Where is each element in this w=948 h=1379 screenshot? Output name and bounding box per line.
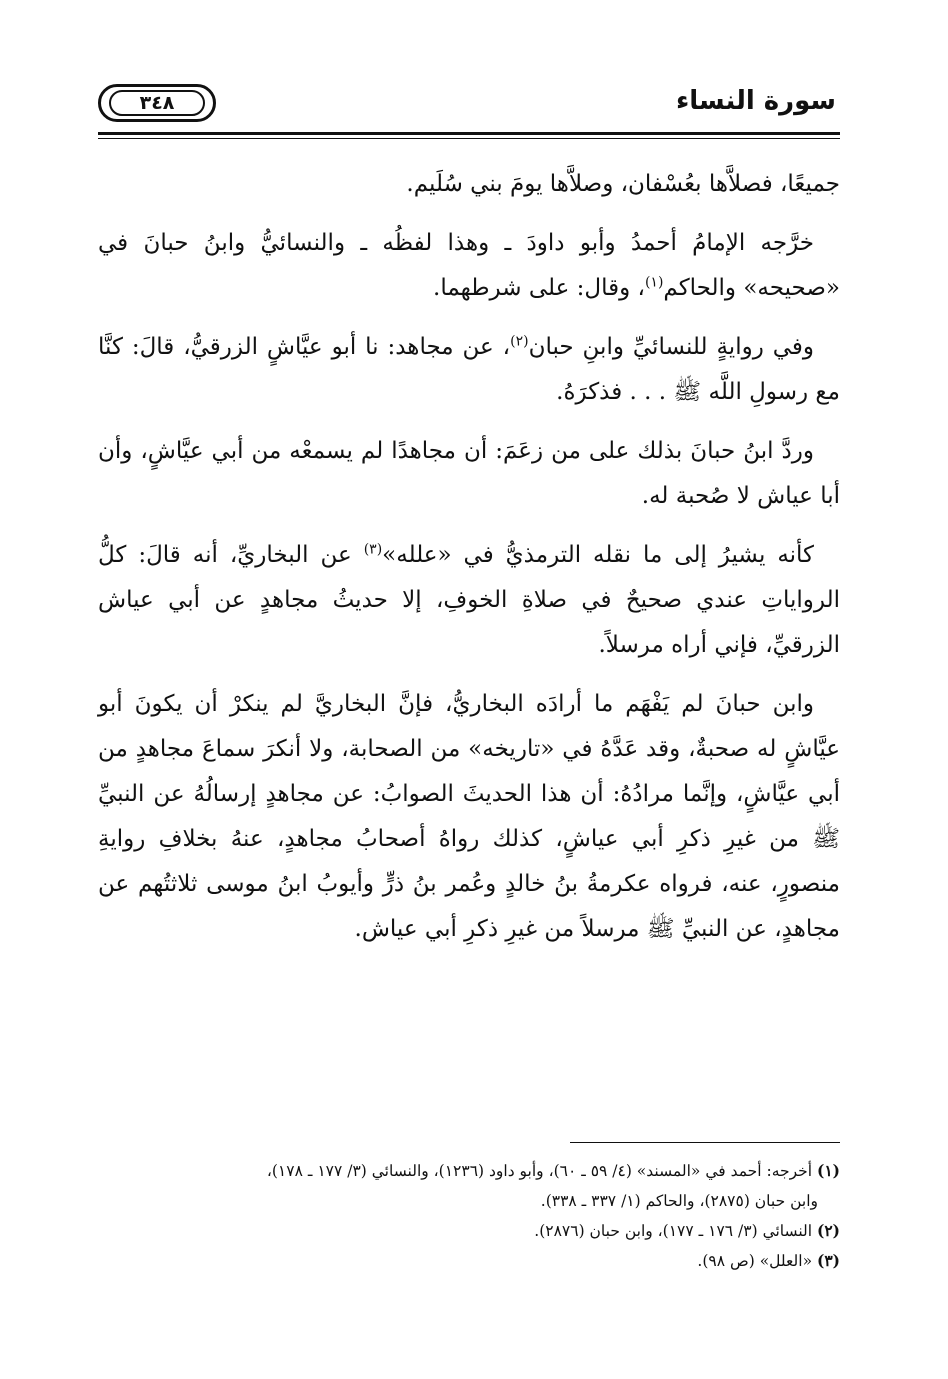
footnote-1-continuation: وابن حبان (٢٨٧٥)، والحاكم (١/ ٣٣٧ ـ ٣٣٨). <box>540 1192 818 1210</box>
paragraph-3-text-b: ، عن مجاهد: نا أبو عيَّاشٍ الزرقيُّ، قالَ: كنَّا مع رسولِ اللَّه ﷺ . . . فذكرَهُ. <box>98 334 840 405</box>
body-text <box>98 162 840 966</box>
paragraph-1: جميعًا، فصلاَّها بعُسْفان، وصلاَّها يومَ بني سُلَيم. <box>406 171 840 197</box>
footnote-separator <box>570 1142 840 1143</box>
paragraph-4: وردَّ ابنُ حبانَ بذلك على من زعَمَ: أن مجاهدًا لم يسمعْه من أبي عيَّاشٍ، وأن أبا عياش لا صُحبة له. <box>98 438 840 509</box>
paragraph-3-text-a: وفي روايةٍ للنسائيِّ وابنِ حبان <box>528 334 814 360</box>
page-number: ٣٤٨ <box>109 90 205 116</box>
footnote-2 <box>98 1216 840 1246</box>
footnote-1-number: (١) <box>816 1161 840 1180</box>
footnote-2-number: (٢) <box>816 1221 840 1240</box>
footnote-1-text: أخرجه: أحمد في «المسند» (٤/ ٥٩ ـ ٦٠)، وأبو داود (١٢٣٦)، والنسائي (٣/ ١٧٧ ـ ١٧٨)، <box>266 1162 817 1180</box>
paragraph-5 <box>98 533 840 668</box>
paragraph-6: وابن حبانَ لم يَفْهَم ما أرادَه البخاريُّ، فإنَّ البخاريَّ لم ينكرْ أن يكونَ أبو عيَّاشٍ له صحبةٌ، وقد عَدَّهُ في «تاريخه» من الصحابة، ولا أنكرَ سماعَ مجاهدٍ من أبي عيَّاشٍ، وإنَّما مرادُهُ: أن هذا الحديثَ الصوابُ: عن مجاهدٍ إرسالُهُ عن النبيِّ ﷺ من غيرِ ذكرِ أبي عياشٍ، كذلك رواهُ أصحابُ مجاهدٍ، عنهُ بخلافِ روايةِ منصورٍ، عنه، فرواه عكرمةُ بنُ خالدٍ وعُمر بنُ ذرٍّ وأيوبُ ابنُ موسى ثلاثتُهم عن مجاهدٍ، عن النبيِّ ﷺ مرسلاً من غيرِ ذكرِ أبي عياش. <box>98 691 840 942</box>
paragraph-2-text-a: خرَّجه الإمامُ أحمدُ وأبو داودَ ـ وهذا لفظُه ـ والنسائيُّ وابنُ حبانَ في «صحيحه» والحاكم <box>98 230 840 301</box>
page-number-badge <box>98 84 216 122</box>
footnote-1 <box>98 1156 840 1186</box>
footnotes <box>98 1156 840 1276</box>
header-rule-thin <box>98 138 840 139</box>
footnote-2-text: النسائي (٣/ ١٧٦ ـ ١٧٧)، وابن حبان (٢٨٧٦). <box>534 1222 817 1240</box>
paragraph-2-text-b: ، وقال: على شرطهما. <box>433 275 645 301</box>
paragraph-3 <box>98 325 840 415</box>
footnote-3 <box>98 1246 840 1276</box>
surah-title: سورة النساء <box>675 86 836 116</box>
footnote-ref-1: (١) <box>644 274 664 291</box>
paragraph-2 <box>98 221 840 311</box>
footnote-ref-3: (٣) <box>363 541 383 558</box>
paragraph-5-text-b: عن البخاريِّ، أنه قالَ: كلُّ الرواياتِ عندي صحيحٌ في صلاةِ الخوفِ، إلا حديثُ مجاهدٍ عن أبي عياش الزرقيِّ، فإني أراه مرسلاً. <box>98 542 840 658</box>
footnote-3-text: «العلل» (ص ٩٨). <box>697 1252 817 1270</box>
paragraph-5-text-a: كأنه يشيرُ إلى ما نقله الترمذيُّ في «علله» <box>382 542 815 568</box>
footnote-3-number: (٣) <box>816 1251 840 1270</box>
page-header <box>98 82 840 130</box>
footnote-ref-2: (٢) <box>510 333 529 350</box>
header-rule <box>98 132 840 135</box>
